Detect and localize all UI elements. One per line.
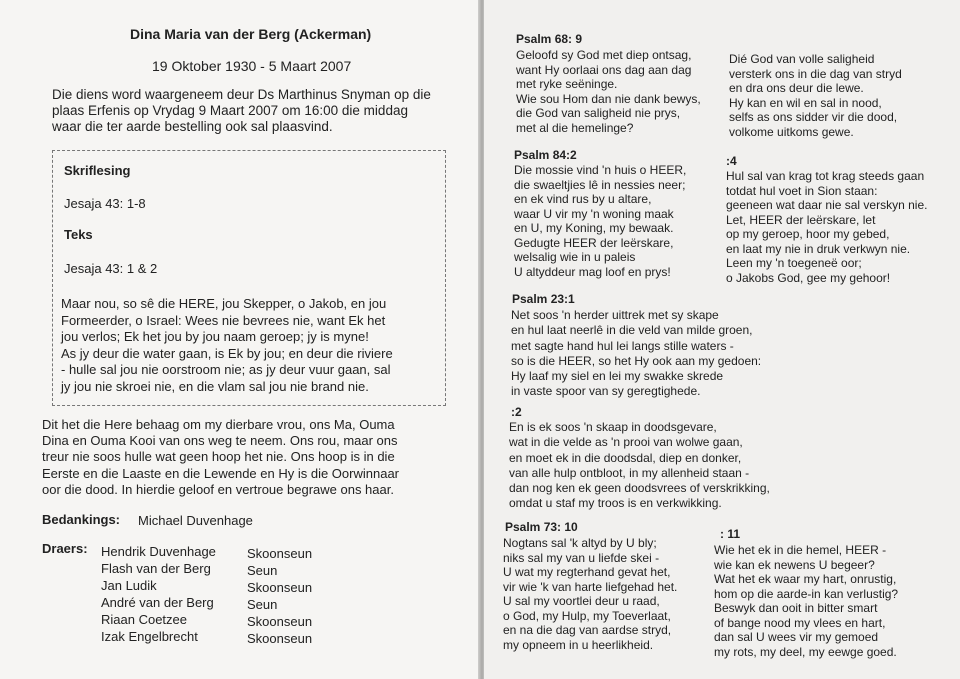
hymn-line: wat in die velde as 'n prooi van wolwe gaan, (509, 435, 743, 450)
psalm-84-heading: Psalm 84:2 (514, 148, 577, 162)
scripture-reference: Jesaja 43: 1-8 (64, 196, 146, 211)
hymn-line: Beswyk dan ooit in bitter smart (714, 601, 878, 615)
bearer-name: Izak Engelbrecht (101, 629, 198, 644)
psalm-84-verse-b-heading: :4 (726, 154, 737, 168)
hymn-line: Wat het ek waar my hart, onrustig, (714, 572, 897, 586)
life-dates: 19 Oktober 1930 - 5 Maart 2007 (152, 58, 352, 74)
hymn-line: dan nog ken ek geen doodsvrees of verskrikking, (509, 481, 770, 496)
hymn-line: totdat hul voet in Sion staan: (726, 183, 878, 198)
text-heading: Teks (64, 227, 93, 242)
hymn-line: vir wie 'k van harte liefgehad het. (503, 579, 678, 594)
thanks-label: Bedankings: (42, 512, 121, 527)
bearer-relation: Skoonseun (247, 631, 313, 646)
psalm-68-heading: Psalm 68: 9 (516, 32, 583, 46)
tribute-text (42, 417, 399, 498)
hymn-line: en dra ons deur die lewe. (729, 81, 864, 95)
psalm-23-verse-a (511, 308, 761, 400)
bearer-relation: Skoonseun (247, 580, 313, 595)
hymn-line: Geloofd sy God met diep ontsag, (516, 48, 692, 62)
hymn-line: en U, my Koning, my bewaak. (514, 221, 674, 235)
hymn-line: so is die HEER, so het Hy ook aan my gedoen: (511, 353, 762, 368)
hymn-line: en moet ek in die doodsdal, diep en donker, (509, 450, 742, 465)
tribute-line: Eerste en die Laaste en die Lewende en Hy is die Oorwinnaar (42, 465, 399, 481)
hymn-line: welsalig wie in u paleis (514, 250, 636, 264)
hymn-line: waar U vir my 'n woning maak (514, 206, 674, 221)
service-line: plaas Erfenis op Vrydag 9 Maart 2007 om 16:00 die middag (52, 103, 408, 118)
verse-line: Maar nou, so sê die HERE, jou Skepper, o Jakob, en jou (61, 296, 387, 311)
hymn-line: op my geroep, hoor my gebed, (726, 227, 890, 241)
tribute-line: Dit het die Here behaag om my dierbare vrou, ons Ma, Ouma (42, 417, 395, 432)
hymn-line: Wie het ek in die hemel, HEER - (714, 543, 887, 557)
hymn-line: en laat my nie in druk verkwyn nie. (726, 241, 911, 256)
hymn-line: dan sal U wees vir my gemoed (714, 630, 879, 644)
deceased-name: Dina Maria van der Berg (Ackerman) (130, 26, 372, 42)
service-notice (52, 87, 431, 135)
hymn-line: met al die hemelinge? (516, 120, 634, 135)
bearer-relation: Seun (247, 597, 278, 612)
tribute-line: Dina en Ouma Kooi van ons weg te neem. Ons rou, maar ons (42, 433, 398, 449)
psalm-73-verse-b (714, 543, 898, 659)
psalm-68-verse-a (516, 48, 701, 135)
hymn-line: met ryke seëninge. (516, 77, 618, 91)
text-reference: Jesaja 43: 1 & 2 (64, 261, 158, 276)
bearer-relation: Skoonseun (247, 546, 313, 561)
hymn-line: U sal my voortlei deur u raad, (503, 594, 660, 608)
hymn-line: En is ek soos 'n skaap in doodsgevare, (509, 420, 717, 434)
hymn-line: want Hy oorlaai ons dag aan dag (516, 62, 692, 77)
hymn-line: met sagte hand hul lei langs stille waters - (511, 338, 734, 353)
hymn-line: hom op die aarde-in kan verlustig? (714, 586, 899, 601)
hymn-line: Hul sal van krag tot krag steeds gaan (726, 169, 925, 183)
hymn-line: Leen my 'n toegeneë oor; (726, 256, 862, 270)
bearer-name: Hendrik Duvenhage (101, 544, 216, 559)
hymn-line: of bange nood my vlees en hart, (714, 615, 886, 630)
hymn-line: versterk ons in die dag van stryd (729, 66, 902, 81)
hymn-line: en na die dag van aardse stryd, (503, 623, 672, 637)
hymn-line: Hy kan en wil en sal in nood, (729, 95, 882, 110)
bearer-name: Jan Ludik (101, 578, 157, 593)
bearers-names (101, 543, 216, 645)
hymn-line: o Jakobs God, gee my gehoor! (726, 270, 891, 285)
verse-line: As jy deur die water gaan, is Ek by jou; en deur die riviere (61, 345, 393, 361)
psalm-23-verse-b (509, 420, 770, 512)
hymn-line: my opneem in u heerlikheid. (503, 637, 654, 652)
hymn-line: volkome uitkoms gewe. (729, 124, 854, 139)
hymn-line: Net soos 'n herder uittrek met sy skape (511, 308, 719, 322)
service-line: waar die ter aarde bestelling ook sal plaasvind. (52, 119, 333, 134)
psalm-84-verse-b (726, 169, 927, 285)
hymn-line: en ek vind rus by u altare, (514, 192, 652, 206)
hymn-line: niks sal my van u liefde skei - (503, 550, 660, 565)
bearers-relations (247, 545, 312, 647)
tribute-line: oor die dood. In hierdie geloof en vertroue begrawe ons haar. (42, 481, 394, 497)
tribute-line: treur nie soos hulle wat geen hoop het nie. Ons hoop is in die (42, 449, 395, 465)
hymn-line: Let, HEER der leërskare, let (726, 212, 876, 227)
hymn-line: o God, my Hulp, my Toeverlaat, (503, 608, 671, 623)
bearer-name: Riaan Coetzee (101, 612, 187, 627)
bearer-name: Flash van der Berg (101, 561, 211, 576)
service-line: Die diens word waargeneem deur Ds Marthinus Snyman op die (52, 87, 431, 102)
bearers-label: Draers: (42, 541, 88, 556)
verse-line: jy jou nie skroei nie, en die vlam sal jou nie brand nie. (61, 378, 369, 394)
psalm-73-verse-b-heading: : 11 (720, 527, 741, 541)
hymn-line: die swaeltjies lê in nessies neer; (514, 177, 686, 192)
scripture-heading: Skriflesing (64, 163, 131, 178)
hymn-line: wie kan ek newens U begeer? (714, 557, 875, 572)
hymn-line: selfs as ons sidder vir die dood, (729, 110, 898, 124)
hymn-line: Gedugte HEER der leërskare, (514, 235, 674, 250)
psalm-73-heading: Psalm 73: 10 (505, 520, 578, 534)
bearer-name: André van der Berg (101, 595, 214, 610)
bearer-relation: Skoonseun (247, 614, 313, 629)
hymn-line: omdat u staf my troos is en verkwikking. (509, 496, 722, 511)
hymn-line: Die mossie vind 'n huis o HEER, (514, 163, 687, 177)
hymn-line: Wie sou Hom dan nie dank bewys, (516, 91, 701, 106)
scripture-verse (61, 296, 393, 395)
hymn-line: die God van saligheid nie prys, (516, 106, 681, 120)
hymn-line: U wat my regterhand gevat het, (503, 565, 671, 579)
hymn-line: geeneen wat daar nie sal verskyn nie. (726, 198, 928, 212)
right-page (484, 0, 960, 679)
psalm-84-verse-a (514, 163, 686, 279)
hymn-line: U altyddeur mag loof en prys! (514, 264, 671, 279)
hymn-line: in vaste spoor van sy geregtighede. (511, 384, 701, 399)
hymn-line: Hy laaf my siel en lei my swakke skrede (511, 369, 724, 384)
psalm-73-verse-a (503, 536, 677, 652)
psalm-23-verse-b-heading: :2 (511, 405, 522, 419)
thanks-name: Michael Duvenhage (138, 513, 253, 528)
bearer-relation: Seun (247, 563, 278, 578)
hymn-line: Dié God van volle saligheid (729, 52, 875, 66)
psalm-23-heading: Psalm 23:1 (512, 292, 575, 306)
hymn-line: van alle hulp ontbloot, in my allenheid staan - (509, 465, 750, 480)
verse-line: - hulle sal jou nie oorstroom nie; as jy deur vuur gaan, sal (61, 362, 391, 377)
hymn-line: Nogtans sal 'k altyd by U bly; (503, 536, 657, 550)
psalm-68-verse-b (729, 52, 902, 139)
verse-line: Formeerder, o Israel: Wees nie bevrees nie, want Ek het (61, 312, 386, 328)
verse-line: jou verlos; Ek het jou by jou naam geroep; jy is myne! (61, 329, 369, 344)
hymn-line: my rots, my deel, my eewge goed. (714, 644, 897, 659)
hymn-line: en hul laat neerlê in die veld van milde groen, (511, 323, 753, 338)
